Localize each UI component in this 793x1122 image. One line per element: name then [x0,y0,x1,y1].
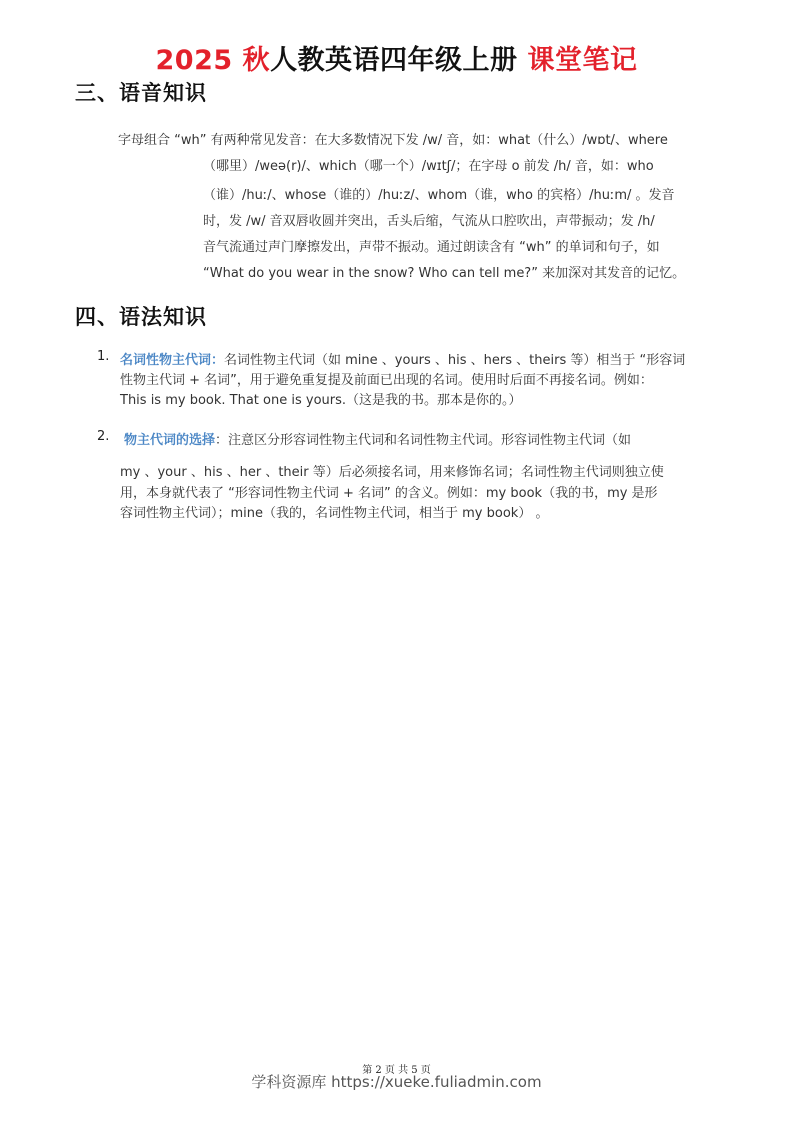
list-item-line: 容词性物主代词）；mine（我的，名词性物主代词，相当于 my book） 。 [120,506,549,521]
section-heading-grammar: 四、语法知识 [75,304,207,329]
title-year-season: 2025 秋 [155,45,271,76]
phonics-line-4: 时，发 /w/ 音双唇收圆并突出，舌头后缩，气流从口腔吹出，声带振动；发 /h/ [203,214,655,229]
list-item-line: This is my book. That one is yours.（这是我的书。那本是你的。） [120,393,522,408]
list-item-line [120,349,685,368]
list-item-line [124,429,631,448]
title-course: 人教英语四年级上册 [270,45,518,76]
list-number: 2. [97,429,110,444]
page-title [0,38,793,77]
item-text: ：注意区分形容词性物主代词和名词性物主代词。形容词性物主代词（如 [215,433,632,448]
phonics-line-5: 音气流通过声门摩擦发出，声带不振动。通过朗读含有 “wh” 的单词和句子，如 [203,240,660,255]
page-number: 第 2 页 共 5 页 [362,1065,431,1076]
item-text: 名词性物主代词（如 mine 、yours 、his 、hers 、theirs 等）相当于 “形容词 [224,353,686,368]
term-label: 物主代词的选择 [124,433,216,448]
phonics-line-1: 字母组合 “wh” 有两种常见发音：在大多数情况下发 /w/ 音，如：what（什么）/wɒt/、where [118,133,668,148]
section-heading-phonics: 三、语音知识 [75,80,207,105]
phonics-line-3: （谁）/huː/、whose（谁的）/huːz/、whom（谁，who 的宾格）/huːm/ 。发音 [203,188,675,203]
list-item-line: my 、your 、his 、her 、their 等）后必须接名词，用来修饰名词；名词性物主代词则独立使 [120,465,664,480]
title-notes: 课堂笔记 [527,45,638,76]
phonics-line-6: “What do you wear in the snow? Who can tell me?” 来加深对其发音的记忆。 [203,266,686,281]
list-item-line: 用，本身就代表了 “形容词性物主代词 + 名词” 的含义。例如：my book（我的书，my 是形 [120,486,658,501]
list-number: 1. [97,349,110,364]
term-label: 名词性物主代词： [120,353,225,368]
phonics-line-2: （哪里）/weə(r)/、which（哪一个）/wɪtʃ/；在字母 o 前发 /h/ 音，如：who [203,159,654,174]
source-watermark: 学科资源库 https://xueke.fuliadmin.com [251,1073,542,1091]
list-item-line: 性物主代词 + 名词”，用于避免重复提及前面已出现的名词。使用时后面不再接名词。例如： [120,373,653,388]
